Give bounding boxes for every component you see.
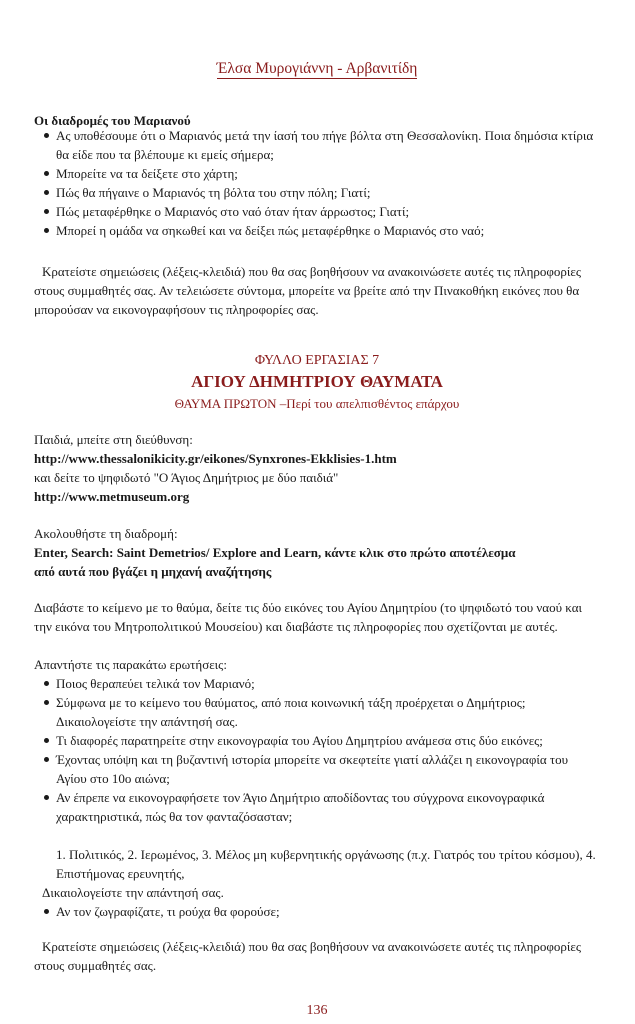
list-item: Πώς μεταφέρθηκε ο Μαριανός στο ναό όταν ήταν άρρωστος; Γιατί; bbox=[34, 202, 600, 221]
link-thessalonikicity[interactable]: http://www.thessalonikicity.gr/eikones/Synxrones-Ekklisies-1.htm bbox=[34, 451, 397, 466]
list-item: Αν έπρεπε να εικονογραφήσετε τον Άγιο Δημήτριο αποδίδοντας του σύγχρονα εικονογραφικά χαρακτηριστικά, πώς θα τον φανταζόσασταν; bbox=[34, 788, 600, 826]
list-item: Αν τον ζωγραφίζατε, τι ρούχα θα φορούσε; bbox=[34, 902, 600, 921]
route-instruction-line-2: από αυτά που βγάζει η μηχανή αναζήτησης bbox=[34, 564, 272, 579]
mosaic-instruction: και δείτε το ψηφιδωτό "Ο Άγιος Δημήτριος με δύο παιδιά" bbox=[34, 470, 339, 485]
list-item: Μπορεί η ομάδα να σηκωθεί και να δείξει πώς μεταφέρθηκε ο Μαριανός στο ναό; bbox=[34, 221, 600, 240]
list-item: Τι διαφορές παρατηρείτε στην εικονογραφία του Αγίου Δημητρίου ανάμεσα στις δύο εικόνες; bbox=[34, 731, 600, 750]
list-item: Μπορείτε να τα δείξετε στο χάρτη; bbox=[34, 164, 600, 183]
page-number: 136 bbox=[306, 1003, 328, 1018]
links-intro: Παιδιά, μπείτε στη διεύθυνση: bbox=[34, 432, 193, 447]
list-item: Πώς θα πήγαινε ο Μαριανός τη βόλτα του στην πόλη; Γιατί; bbox=[34, 183, 600, 202]
answer-intro: Απαντήστε τις παρακάτω ερωτήσεις: bbox=[34, 657, 227, 672]
route-instruction-line-1: Enter, Search: Saint Demetrios/ Explore and Learn, κάντε κλικ στο πρώτο αποτέλεσμα bbox=[34, 545, 516, 560]
occupation-options: 1. Πολιτικός, 2. Ιερωμένος, 3. Μέλος μη κυβερνητικής οργάνωσης (π.χ. Γιατρός του τρίτου κόσμου), 4. Επιστήμονας ερευνητής, bbox=[56, 847, 596, 881]
justify-instruction: Δικαιολογείστε την απάντησή σας. bbox=[42, 885, 224, 900]
link-metmuseum[interactable]: http://www.metmuseum.org bbox=[34, 489, 190, 504]
list-item: Ας υποθέσουμε ότι ο Μαριανός μετά την ίασή του πήγε βόλτα στη Θεσσαλονίκη. Ποια δημόσια κτίρια θα είδε που τα βλέπουμε κι εμείς σήμερα; bbox=[34, 126, 600, 164]
list-item: Σύμφωνα με το κείμενο του θαύματος, από ποια κοινωνική τάξη προέρχεται ο Δημήτριος; Δικαιολογείστε την απάντησή σας. bbox=[34, 693, 600, 731]
worksheet-question-list bbox=[34, 674, 600, 826]
final-question-list bbox=[34, 902, 600, 921]
list-item: Ποιος θεραπεύει τελικά τον Μαριανό; bbox=[34, 674, 600, 693]
notes-paragraph-2: Κρατείστε σημειώσεις (λέξεις-κλειδιά) που θα σας βοηθήσουν να ανακοινώσετε αυτές τις πληροφορίες στους συμμαθητές σας. bbox=[34, 939, 581, 973]
reading-paragraph: Διαβάστε το κείμενο με το θαύμα, δείτε τις δύο εικόνες του Αγίου Δημητρίου (το ψηφιδωτό του ναού και την εικόνα του Μητροπολιτικού Μουσείου) και διαβάστε τις πληροφορίες που σχετίζονται με αυτές. bbox=[34, 600, 583, 634]
author-name: Έλσα Μυρογιάννη - Αρβανιτίδη bbox=[216, 60, 418, 77]
notes-paragraph: Κρατείστε σημειώσεις (λέξεις-κλειδιά) που θα σας βοηθήσουν να ανακοινώσετε αυτές τις πληροφορίες στους συμμαθητές σας. Αν τελειώσετε σύντομα, μπορείτε να βρείτε από την Πινακοθήκη εικόνες που θα μπορούσαν να εικονογραφήσουν τις πληροφορίες σας. bbox=[34, 264, 581, 317]
section-title: Οι διαδρομές του Μαριανού bbox=[34, 113, 191, 128]
worksheet-subtitle: ΘΑΥΜΑ ΠΡΩΤΟΝ –Περί του απελπισθέντος επάρχου bbox=[174, 396, 460, 411]
worksheet-title: ΑΓΙΟΥ ΔΗΜΗΤΡΙΟΥ ΘΑΥΜΑΤΑ bbox=[191, 372, 443, 391]
worksheet-label: ΦΥΛΛΟ ΕΡΓΑΣΙΑΣ 7 bbox=[254, 353, 380, 368]
route-intro: Ακολουθήστε τη διαδρομή: bbox=[34, 526, 178, 541]
list-item: Έχοντας υπόψη και τη βυζαντινή ιστορία μπορείτε να σκεφτείτε γιατί αλλάζει η εικονογραφία του Αγίου στο 10ο αιώνα; bbox=[34, 750, 600, 788]
running-header bbox=[34, 59, 600, 78]
routes-question-list bbox=[34, 126, 600, 240]
